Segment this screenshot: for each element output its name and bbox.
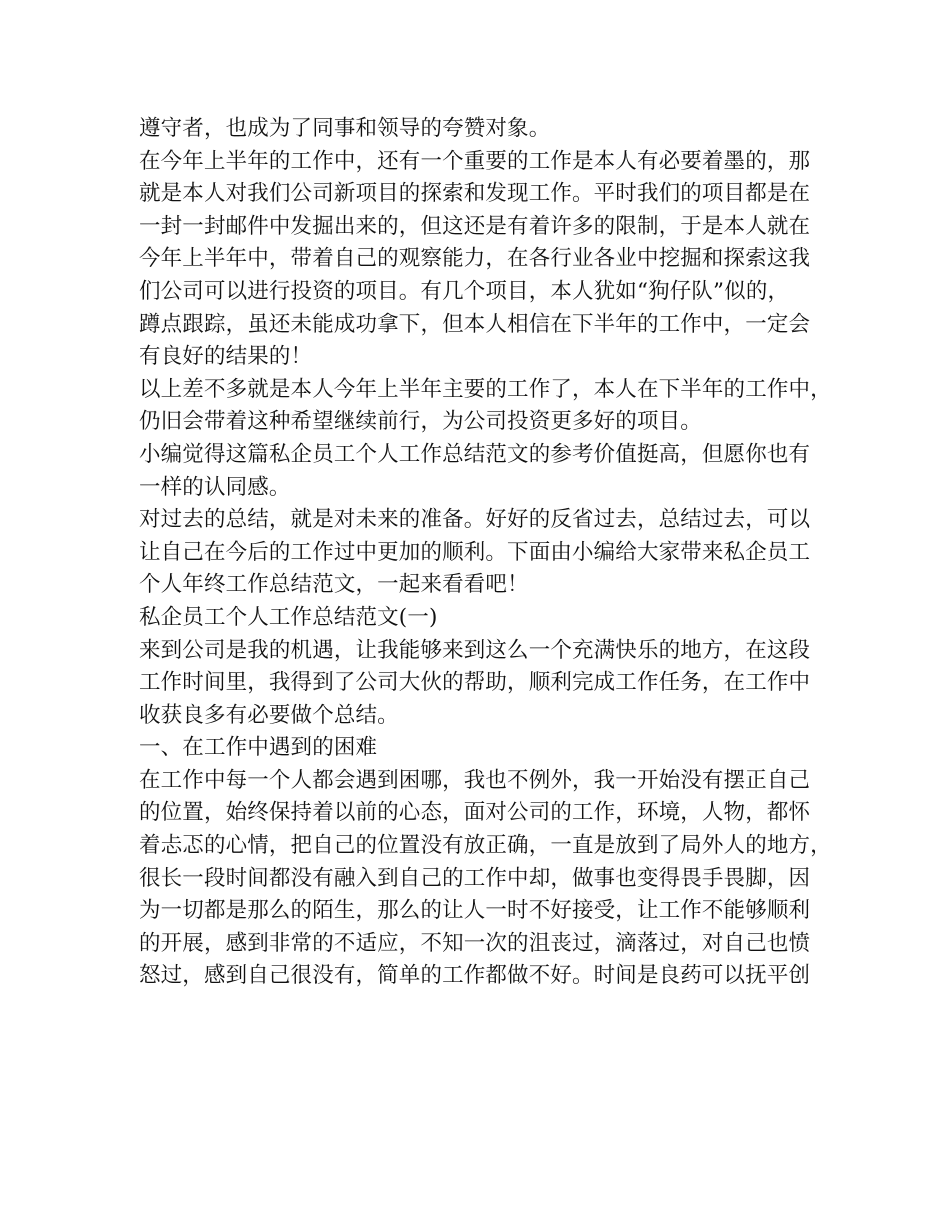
text-line: 工作时间里，我得到了公司大伙的帮助，顺利完成工作任务，在工作中 [139, 670, 811, 696]
text-line: 很长一段时间都没有融入到自己的工作中却，做事也变得畏手畏脚，因 [139, 865, 811, 891]
text-line: 为一切都是那么的陌生，那么的让人一时不好接受，让工作不能够顺利 [139, 898, 811, 924]
text-line: 们公司可以进行投资的项目。有几个项目，本人犹如“狗仔队”似的， [139, 278, 790, 304]
text-line: 就是本人对我们公司新项目的探索和发现工作。平时我们的项目都是在 [139, 181, 811, 207]
text-line: 一样的认同感。 [139, 474, 291, 500]
text-line: 对过去的总结，就是对未来的准备。好好的反省过去，总结过去，可以 [139, 507, 811, 533]
text-line: 有良好的结果的！ [139, 344, 313, 370]
text-line: 的开展，感到非常的不适应，不知一次的沮丧过，滴落过，对自己也愤 [139, 930, 811, 956]
text-line: 遵守者，也成为了同事和领导的夸赞对象。 [139, 116, 551, 141]
text-line: 个人年终工作总结范文，一起来看看吧！ [139, 572, 529, 598]
text-line: 着忐忑的心情，把自己的位置没有放正确，一直是放到了局外人的地方， [139, 833, 832, 859]
text-line: 在今年上半年的工作中，还有一个重要的工作是本人有必要着墨的，那 [139, 148, 811, 174]
text-line: 怒过，感到自己很没有，简单的工作都做不好。时间是良药可以抚平创 [139, 963, 811, 989]
text-line: 小编觉得这篇私企员工个人工作总结范文的参考价值挺高，但愿你也有 [139, 441, 811, 467]
text-line: 让自己在今后的工作过中更加的顺利。下面由小编给大家带来私企员工 [139, 539, 811, 565]
text-line: 的位置，始终保持着以前的心态，面对公司的工作，环境，人物，都怀 [139, 800, 811, 826]
section-heading: 一、在工作中遇到的困难 [139, 735, 378, 761]
text-line: 蹲点跟踪，虽还未能成功拿下，但本人相信在下半年的工作中，一定会 [139, 311, 811, 337]
document-body [139, 113, 832, 993]
text-line: 以上差不多就是本人今年上半年主要的工作了，本人在下半年的工作中， [139, 376, 832, 402]
text-line: 收获良多有必要做个总结。 [139, 702, 399, 728]
section-title: 私企员工个人工作总结范文(一) [139, 604, 438, 630]
text-line: 仍旧会带着这种希望继续前行，为公司投资更多好的项目。 [139, 409, 702, 435]
text-line: 在工作中每一个人都会遇到困哪，我也不例外，我一开始没有摆正自己 [139, 767, 811, 793]
text-line: 来到公司是我的机遇，让我能够来到这么一个充满快乐的地方，在这段 [139, 637, 811, 663]
text-line: 今年上半年中，带着自己的观察能力，在各行业各业中挖掘和探索这我 [139, 246, 811, 272]
text-line: 一封一封邮件中发掘出来的，但这还是有着许多的限制，于是本人就在 [139, 213, 811, 239]
